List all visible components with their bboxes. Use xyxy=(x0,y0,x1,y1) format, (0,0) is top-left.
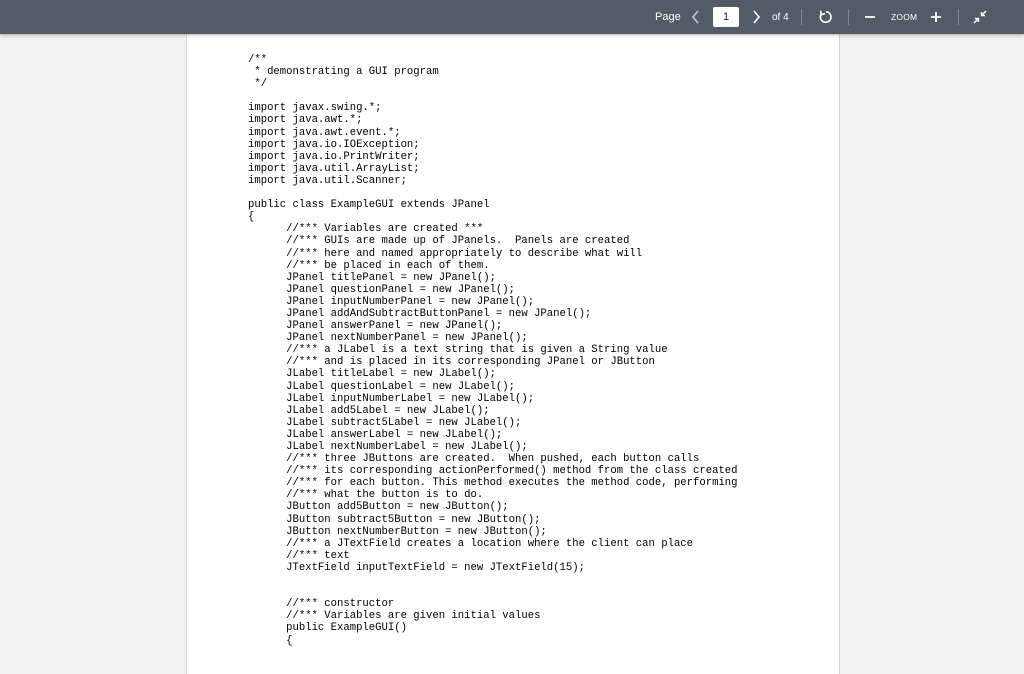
zoom-out-button[interactable] xyxy=(862,0,878,34)
next-page-button[interactable] xyxy=(748,0,764,34)
chevron-left-icon xyxy=(691,10,701,24)
chevron-right-icon xyxy=(751,10,761,24)
rotate-icon xyxy=(818,9,834,25)
zoom-in-button[interactable] xyxy=(928,0,944,34)
page-number-input[interactable] xyxy=(713,7,739,27)
minus-icon xyxy=(864,11,876,23)
page-label: Page xyxy=(655,11,681,23)
collapse-icon xyxy=(973,10,987,24)
code-listing: /** * demonstrating a GUI program */ import javax.swing.*; import java.awt.*; import java.awt.event.*; import java.io.IOException; import java.io.PrintWriter; import java.util.ArrayList; import java.util.Scanner; public class ExampleGUI extends JPanel { //*** Variables are created *** //*** GUIs are made up of JPanels. Panels are created //*** here and named appropriately to describe what will //*** be placed in each of them. JPanel titlePanel = new JPanel(); JPanel questionPanel = new JPanel(); JPanel inputNumberPanel = new JPanel(); JPanel addAndSubtractButtonPanel = new JPanel(); JPanel answerPanel = new JPanel(); JPanel nextNumberPanel = new JPanel(); //*** a JLabel is a text string that is given a String value //*** and is placed in its corresponding JPanel or JButton JLabel titleLabel = new JLabel(); JLabel questionLabel = new JLabel(); JLabel inputNumberLabel = new JLabel(); JLabel add5Label = new JLabel(); JLabel subtract5Label = new JLabel(); JLabel answerLabel = new JLabel(); JLabel nextNumberLabel = new JLabel(); //*** three JButtons are created. When pushed, each button calls //*** its corresponding actionPerformed() method from the class created //*** for each button. This method executes the method code, performing //*** what the button is to do. JButton add5Button = new JButton(); JButton subtract5Button = new JButton(); JButton nextNumberButton = new JButton(); //*** a JTextField creates a location where the client can place //*** text JTextField inputTextField = new JTextField(15); //*** constructor //*** Variables are given initial values public ExampleGUI() { xyxy=(248,54,738,647)
pdf-page xyxy=(186,34,840,674)
pdf-toolbar xyxy=(0,0,1024,34)
toolbar-divider xyxy=(801,9,802,25)
previous-page-button[interactable] xyxy=(688,0,704,34)
toolbar-divider xyxy=(848,9,849,25)
rotate-button[interactable] xyxy=(816,0,836,34)
fit-to-page-button[interactable] xyxy=(971,0,989,34)
total-pages-label: of 4 xyxy=(772,11,789,23)
plus-icon xyxy=(930,11,942,23)
toolbar-divider xyxy=(958,9,959,25)
zoom-label: ZOOM xyxy=(891,12,918,22)
document-viewer[interactable] xyxy=(0,34,1024,647)
